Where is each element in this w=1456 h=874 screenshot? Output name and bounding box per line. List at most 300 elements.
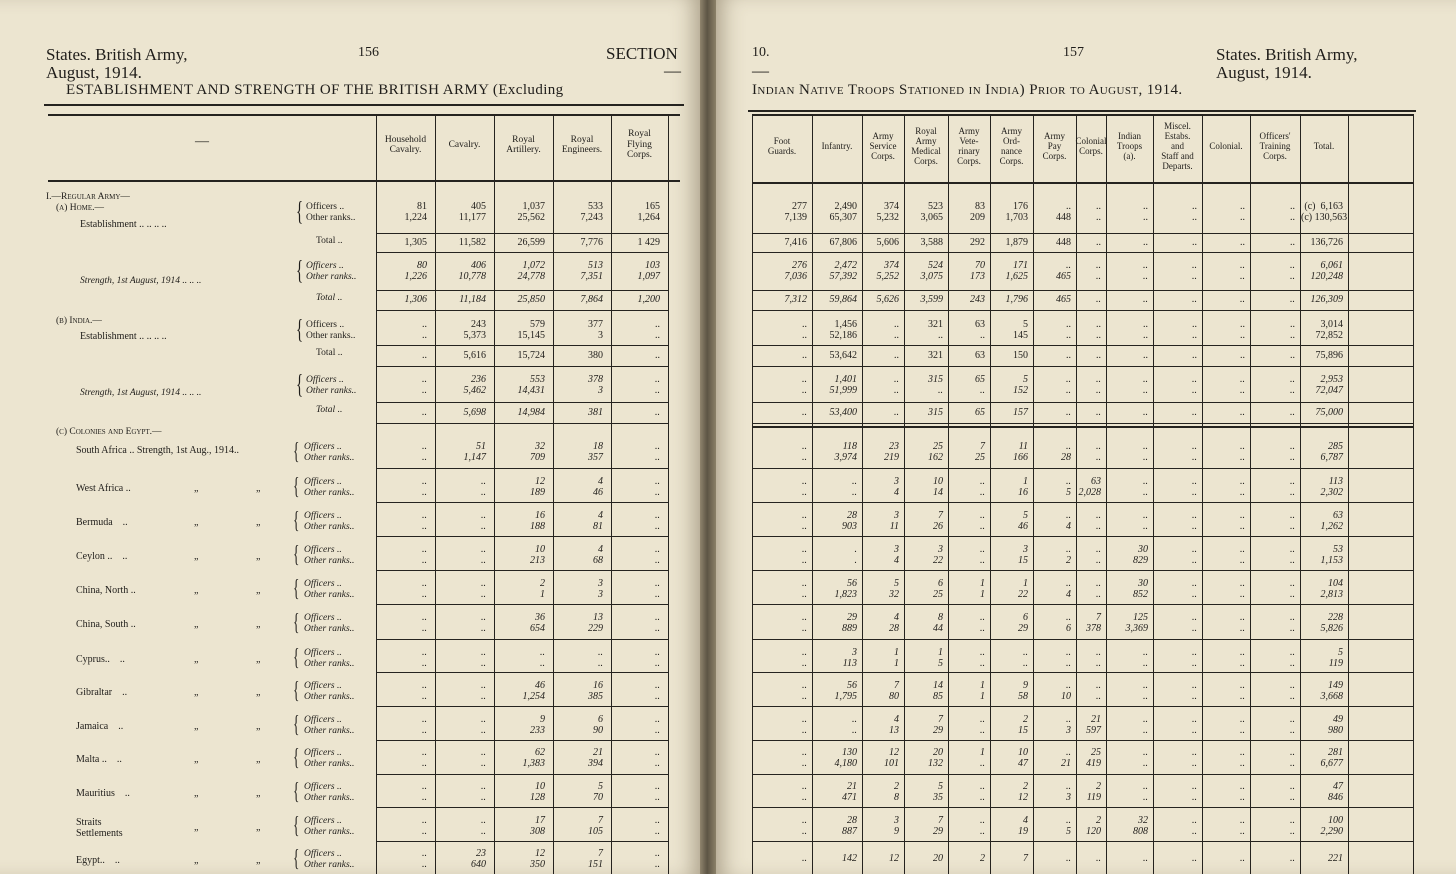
table-cell: 130 4,180 [834, 747, 857, 769]
table-cell: .. .. [1240, 578, 1245, 600]
right-page-number: 157 [1063, 45, 1084, 60]
right-page [716, 0, 1456, 874]
row-rule [752, 345, 1413, 346]
column-header: Royal Artillery. [506, 134, 541, 155]
officers-label: Officers .. [304, 477, 342, 487]
table-cell: .. [894, 350, 899, 361]
table-cell: 3,599 [920, 294, 943, 305]
table-cell: .. .. [894, 374, 899, 396]
table-cell: 63 2,028 [1078, 476, 1101, 498]
stub-label: Establishment .. .. .. .. [80, 331, 167, 342]
table-cell: 277 7,139 [784, 201, 807, 223]
ditto-mark: „ [256, 551, 261, 562]
officers-label: Officers .. [304, 816, 342, 826]
table-cell: 30 829 [1133, 544, 1148, 566]
table-cell: 3,014 72,852 [1315, 319, 1343, 341]
row-rule [752, 468, 1413, 469]
title-rule [748, 110, 1416, 112]
table-cell: .. .. [481, 476, 486, 498]
table-cell: 8 44 [933, 612, 943, 634]
table-cell: 25,850 [517, 294, 545, 305]
table-cell: .. .. [980, 714, 985, 736]
table-cell: .. .. [1290, 815, 1295, 837]
table-cell: 406 10,778 [458, 260, 486, 282]
table-cell: 104 2,813 [1320, 578, 1343, 600]
table-cell: 75,896 [1315, 350, 1343, 361]
table-cell: .. .. [655, 781, 660, 803]
ditto-mark: „ [256, 687, 261, 698]
table-cell: 1,306 [404, 294, 427, 305]
table-cell: .. .. [1096, 510, 1101, 532]
row-rule [376, 233, 668, 234]
table-cell: 12 [889, 853, 899, 864]
column-header: Miscel. Estabs. and Staff and Departs. [1161, 121, 1194, 171]
table-cell: .. [1240, 407, 1245, 418]
row-rule [376, 740, 668, 741]
table-cell: .. [1066, 853, 1071, 864]
table-cell: .. .. [1290, 374, 1295, 396]
row-rule [752, 841, 1413, 842]
table-cell: 11,184 [459, 294, 486, 305]
table-cell: .. .. [1143, 680, 1148, 702]
table-cell: .. [1143, 294, 1148, 305]
table-cell: .. .. [655, 647, 660, 669]
table-cell: .. .. [655, 441, 660, 463]
table-cell: .. [1240, 237, 1245, 248]
table-cell: 16 188 [530, 510, 545, 532]
table-cell: 7,864 [580, 294, 603, 305]
stub-label: Establishment .. .. .. .. [80, 219, 167, 230]
table-cell: 6,061 120,248 [1310, 260, 1343, 282]
table-cell: 20 [933, 853, 943, 864]
table-cell: .. .. [481, 544, 486, 566]
table-cell: 81 1,224 [404, 201, 427, 223]
table-cell: 5,616 [463, 350, 486, 361]
brace-glyph: { [293, 439, 300, 465]
table-cell: 405 11,177 [458, 201, 486, 223]
table-cell: 5,606 [876, 237, 899, 248]
column-header: Army Vete- rinary Corps. [957, 126, 981, 166]
table-cell: .. .. [802, 544, 807, 566]
table-cell: .. .. [655, 680, 660, 702]
table-cell: 21 597 [1086, 714, 1101, 736]
table-cell: 2 12 [1018, 781, 1028, 803]
table-cell: 2 [980, 853, 985, 864]
table-cell: .. 4 [1066, 578, 1071, 600]
table-cell: 56 1,795 [834, 680, 857, 702]
table-cell: .. .. [481, 647, 486, 669]
ditto-mark: „ [194, 754, 199, 765]
other-ranks-label: Other ranks.. [304, 827, 355, 837]
table-cell: 23 640 [471, 848, 486, 870]
colony-label: China, North .. [76, 585, 136, 596]
ditto-mark: „ [194, 855, 199, 866]
column-header: Infantry. [821, 141, 853, 151]
table-cell: 1 16 [1018, 476, 1028, 498]
table-cell: .. .. [1192, 647, 1197, 669]
ditto-mark: „ [256, 754, 261, 765]
table-cell: .. [1192, 853, 1197, 864]
brace-glyph: { [293, 508, 300, 534]
table-cell: 36 654 [530, 612, 545, 634]
left-header-date: August, 1914. [46, 63, 142, 82]
table-cell: 5 46 [1018, 510, 1028, 532]
table-cell: 25 419 [1086, 747, 1101, 769]
row-rule [376, 345, 668, 346]
table-cell: 4 28 [889, 612, 899, 634]
right-header-dash: — [752, 61, 769, 80]
other-ranks-label: Other ranks.. [304, 793, 355, 803]
left-header-dash: — [664, 61, 681, 80]
colony-label: Mauritius .. [76, 788, 130, 799]
table-cell: 1,879 [1005, 237, 1028, 248]
officers-label: Officers .. [304, 579, 342, 589]
officers-label: Officers .. [306, 202, 345, 212]
row-rule [752, 639, 1413, 640]
table-cell: .. .. [1096, 441, 1101, 463]
column-header: Cavalry. [448, 139, 481, 150]
table-cell: .. .. [422, 544, 427, 566]
table-cell: .. [1066, 407, 1071, 418]
table-cell: .. .. [1240, 714, 1245, 736]
table-cell: 23 219 [884, 441, 899, 463]
table-cell: .. .. [1240, 319, 1245, 341]
column-rule [668, 114, 669, 874]
table-cell: 53,400 [829, 407, 857, 418]
table-cell: .. .. [802, 612, 807, 634]
section-rule [752, 426, 1413, 428]
column-header: Foot Guards. [767, 136, 797, 156]
column-header: Indian Troops (a). [1116, 131, 1143, 161]
table-cell: .. [1290, 407, 1295, 418]
table-cell: .. .. [1096, 680, 1101, 702]
row-rule [752, 807, 1413, 808]
table-cell: 20 132 [928, 747, 943, 769]
ditto-mark: „ [256, 855, 261, 866]
table-cell: 374 5,232 [876, 201, 899, 223]
section-label: I.—Regular Army— [46, 192, 130, 202]
table-cell: .. .. [655, 544, 660, 566]
table-cell: 126,309 [1310, 294, 1343, 305]
ditto-mark: „ [256, 483, 261, 494]
officers-label: Officers .. [304, 681, 342, 691]
table-cell: .. .. [1240, 612, 1245, 634]
table-cell: .. .. [1096, 374, 1101, 396]
table-cell: 125 3,369 [1125, 612, 1148, 634]
table-cell: 2 15 [1018, 714, 1028, 736]
table-cell: 321 [928, 350, 943, 361]
table-cell: 157 [1013, 407, 1028, 418]
table-cell: 1,796 [1005, 294, 1028, 305]
table-cell: .. .. [655, 714, 660, 736]
table-cell: .. .. [1143, 781, 1148, 803]
table-cell: 6 25 [933, 578, 943, 600]
table-cell: 11,582 [458, 237, 486, 248]
table-cell: 1 429 [637, 237, 660, 248]
table-cell: 16 385 [588, 680, 603, 702]
table-cell: 533 7,243 [580, 201, 603, 223]
brace-glyph: { [293, 678, 300, 704]
table-cell: .. .. [894, 319, 899, 341]
colony-label: Jamaica .. [76, 721, 124, 732]
table-cell: 4 68 [593, 544, 603, 566]
table-cell: 4 19 [1018, 815, 1028, 837]
table-cell: .. .. [802, 510, 807, 532]
table-cell: .. .. [1240, 260, 1245, 282]
table-cell: .. 4 [1066, 510, 1071, 532]
table-cell: 3,588 [920, 237, 943, 248]
table-cell: .. .. [481, 714, 486, 736]
row-rule [376, 423, 668, 424]
table-cell: 2,490 65,307 [829, 201, 857, 223]
table-cell: 4 13 [889, 714, 899, 736]
table-cell: 377 3 [588, 319, 603, 341]
table-cell: .. .. [802, 578, 807, 600]
ditto-mark: „ [256, 619, 261, 630]
table-cell: 1,037 25,562 [517, 201, 545, 223]
table-cell: .. .. [1192, 815, 1197, 837]
table-cell: .. [655, 350, 660, 361]
row-rule [376, 706, 668, 707]
table-cell: .. .. [802, 680, 807, 702]
table-cell: .. .. [1066, 647, 1071, 669]
table-cell: .. .. [1192, 260, 1197, 282]
table-cell: .. .. [980, 612, 985, 634]
table-cell: 2 1 [540, 578, 545, 600]
table-cell: .. [1290, 853, 1295, 864]
other-ranks-label: Other ranks.. [304, 590, 355, 600]
ditto-mark: „ [256, 654, 261, 665]
table-cell: .. [655, 407, 660, 418]
left-header-title: States. British Army, [46, 45, 188, 64]
table-cell: .. .. [481, 680, 486, 702]
table-cell: .. .. [1240, 476, 1245, 498]
table-cell: .. 448 [1056, 201, 1071, 223]
row-rule [376, 639, 668, 640]
table-cell: 63 1,262 [1320, 510, 1343, 532]
table-cell: .. .. [1290, 544, 1295, 566]
table-cell: 7,416 [784, 237, 807, 248]
table-cell: 5 70 [593, 781, 603, 803]
table-cell: 118 3,974 [834, 441, 857, 463]
table-cell: 2,472 57,392 [829, 260, 857, 282]
brace-glyph: { [293, 474, 300, 500]
table-cell: 3 11 [889, 510, 899, 532]
table-cell: 15,724 [517, 350, 545, 361]
colony-label: Straits Settlements [76, 817, 123, 839]
table-cell: 62 1,383 [522, 747, 545, 769]
table-cell: 21 471 [842, 781, 857, 803]
table-cell: .. .. [1192, 578, 1197, 600]
total-label: Total .. [316, 348, 343, 358]
table-cell: 26,599 [517, 237, 545, 248]
table-cell: .. .. [1192, 510, 1197, 532]
colony-label: Egypt.. .. [76, 855, 120, 866]
column-header: Total. [1313, 141, 1335, 151]
table-cell: 1 22 [1018, 578, 1028, 600]
row-rule [376, 672, 668, 673]
table-cell: 1,305 [404, 237, 427, 248]
table-cell: 1,200 [637, 294, 660, 305]
table-cell: .. .. [422, 374, 427, 396]
table-cell: .. .. [1290, 680, 1295, 702]
table-cell: .. .. [1192, 441, 1197, 463]
table-cell: 524 3,075 [920, 260, 943, 282]
officers-label: Officers .. [304, 748, 342, 758]
table-cell: 56 1,823 [834, 578, 857, 600]
table-cell: .. .. [655, 476, 660, 498]
table-cell: .. .. [1143, 260, 1148, 282]
table-cell: 7,312 [784, 294, 807, 305]
table-cell: .. .. [1192, 781, 1197, 803]
column-header: Colonial Corps. [1075, 136, 1107, 156]
table-cell: 2,953 72,047 [1315, 374, 1343, 396]
row-rule [376, 841, 668, 842]
colony-label: West Africa .. [76, 483, 131, 494]
other-ranks-label: Other ranks.. [304, 522, 355, 532]
officers-label: Officers .. [304, 613, 342, 623]
brace-glyph: { [293, 779, 300, 805]
table-cell: 2 120 [1086, 815, 1101, 837]
table-cell: 9 58 [1018, 680, 1028, 702]
table-cell: .. [1096, 853, 1101, 864]
stub-label: Strength, 1st August, 1914 .. .. .. [80, 388, 202, 398]
table-cell: .. [1290, 350, 1295, 361]
table-cell: .. [422, 407, 427, 418]
table-cell: .. 465 [1056, 260, 1071, 282]
ditto-mark: „ [194, 822, 199, 833]
column-header: Army Service Corps. [869, 131, 897, 161]
table-cell: 25 162 [928, 441, 943, 463]
other-ranks-label: Other ranks.. [306, 386, 357, 396]
table-cell: .. [1192, 350, 1197, 361]
left-table-title: ESTABLISHMENT AND STRENGTH OF THE BRITISH ARMY (Excluding [66, 82, 564, 98]
table-cell: .. .. [1290, 201, 1295, 223]
stub-label: South Africa .. Strength, 1st Aug., 1914.. [76, 445, 240, 456]
column-rule [494, 114, 495, 874]
table-cell: .. .. [655, 319, 660, 341]
other-ranks-label: Other ranks.. [306, 272, 357, 282]
table-cell: 5 32 [889, 578, 899, 600]
table-cell: .. .. [1290, 714, 1295, 736]
brace-glyph: { [296, 196, 304, 226]
table-cell: 53,642 [829, 350, 857, 361]
table-cell: .. [1192, 294, 1197, 305]
table-cell: 3 4 [894, 544, 899, 566]
table-cell: .. [1192, 407, 1197, 418]
table-cell: 5,626 [876, 294, 899, 305]
table-cell: 1 1 [980, 680, 985, 702]
table-cell: 7 151 [588, 848, 603, 870]
row-rule [376, 290, 668, 291]
table-cell: .. .. [422, 319, 427, 341]
left-header-section: SECTION [606, 44, 678, 63]
other-ranks-label: Other ranks.. [304, 659, 355, 669]
table-cell: .. 21 [1061, 747, 1071, 769]
table-cell: .. .. [422, 714, 427, 736]
column-rule [1348, 114, 1349, 874]
row-rule [376, 502, 668, 503]
table-cell: .. .. [1192, 680, 1197, 702]
table-cell: 5 145 [1013, 319, 1028, 341]
subsection-label: (c) Colonies and Egypt.— [56, 427, 162, 437]
title-rule [44, 104, 684, 106]
table-cell: 3 4 [894, 476, 899, 498]
right-header-title: States. British Army, [1216, 45, 1358, 64]
table-cell: .. .. [1240, 815, 1245, 837]
table-cell: .. .. [422, 680, 427, 702]
table-cell: 46 1,254 [522, 680, 545, 702]
table-cell: 5 119 [1328, 647, 1343, 669]
table-cell: .. .. [980, 815, 985, 837]
column-header: Royal Engineers. [561, 134, 603, 155]
ditto-mark: „ [256, 822, 261, 833]
row-rule [376, 366, 668, 367]
table-cell: 149 3,668 [1320, 680, 1343, 702]
table-cell: 579 15,145 [517, 319, 545, 341]
table-cell: 3 113 [842, 647, 857, 669]
table-cell: 5 152 [1013, 374, 1028, 396]
table-cell: 1,456 52,186 [829, 319, 857, 341]
table-cell: .. .. [802, 781, 807, 803]
other-ranks-label: Other ranks.. [304, 453, 355, 463]
colony-label: Ceylon .. .. [76, 551, 128, 562]
table-cell: .. .. [422, 781, 427, 803]
table-cell: 21 394 [588, 747, 603, 769]
table-cell: 1,072 24,778 [517, 260, 545, 282]
table-cell: 136,726 [1310, 237, 1343, 248]
table-cell: 4 81 [593, 510, 603, 532]
table-cell: .. .. [1143, 714, 1148, 736]
other-ranks-label: Other ranks.. [304, 556, 355, 566]
table-cell: 51 1,147 [463, 441, 486, 463]
table-cell: .. [1240, 350, 1245, 361]
table-cell: 513 7,351 [580, 260, 603, 282]
table-cell: 380 [588, 350, 603, 361]
ditto-mark: „ [194, 483, 199, 494]
other-ranks-label: Other ranks.. [304, 759, 355, 769]
table-cell: .. .. [1143, 319, 1148, 341]
table-cell: .. [1066, 350, 1071, 361]
brace-glyph: { [293, 645, 300, 671]
table-cell: 3 3 [598, 578, 603, 600]
table-cell: .. [1096, 350, 1101, 361]
row-rule [376, 252, 668, 253]
table-cell: .. .. [1096, 319, 1101, 341]
table-cell: .. .. [1240, 441, 1245, 463]
table-cell: .. .. [422, 747, 427, 769]
table-cell: 59,864 [829, 294, 857, 305]
brace-glyph: { [296, 314, 304, 344]
table-cell: 7 378 [1086, 612, 1101, 634]
table-cell: 1,401 51,999 [829, 374, 857, 396]
subsection-label: (b) India.— [56, 316, 102, 326]
table-cell: .. 6 [1066, 612, 1071, 634]
table-cell: .. .. [980, 510, 985, 532]
colony-label: China, South .. [76, 619, 136, 630]
table-cell: 29 889 [842, 612, 857, 634]
ditto-mark: „ [256, 517, 261, 528]
table-cell: 236 5,462 [463, 374, 486, 396]
officers-label: Officers .. [306, 261, 344, 271]
table-cell: 5,698 [463, 407, 486, 418]
table-cell: .. .. [1192, 747, 1197, 769]
table-cell: .. .. [598, 647, 603, 669]
right-header-date: August, 1914. [1216, 63, 1312, 82]
stub-header: — [195, 134, 209, 149]
table-cell: .. .. [422, 815, 427, 837]
table-cell: .. [1096, 237, 1101, 248]
